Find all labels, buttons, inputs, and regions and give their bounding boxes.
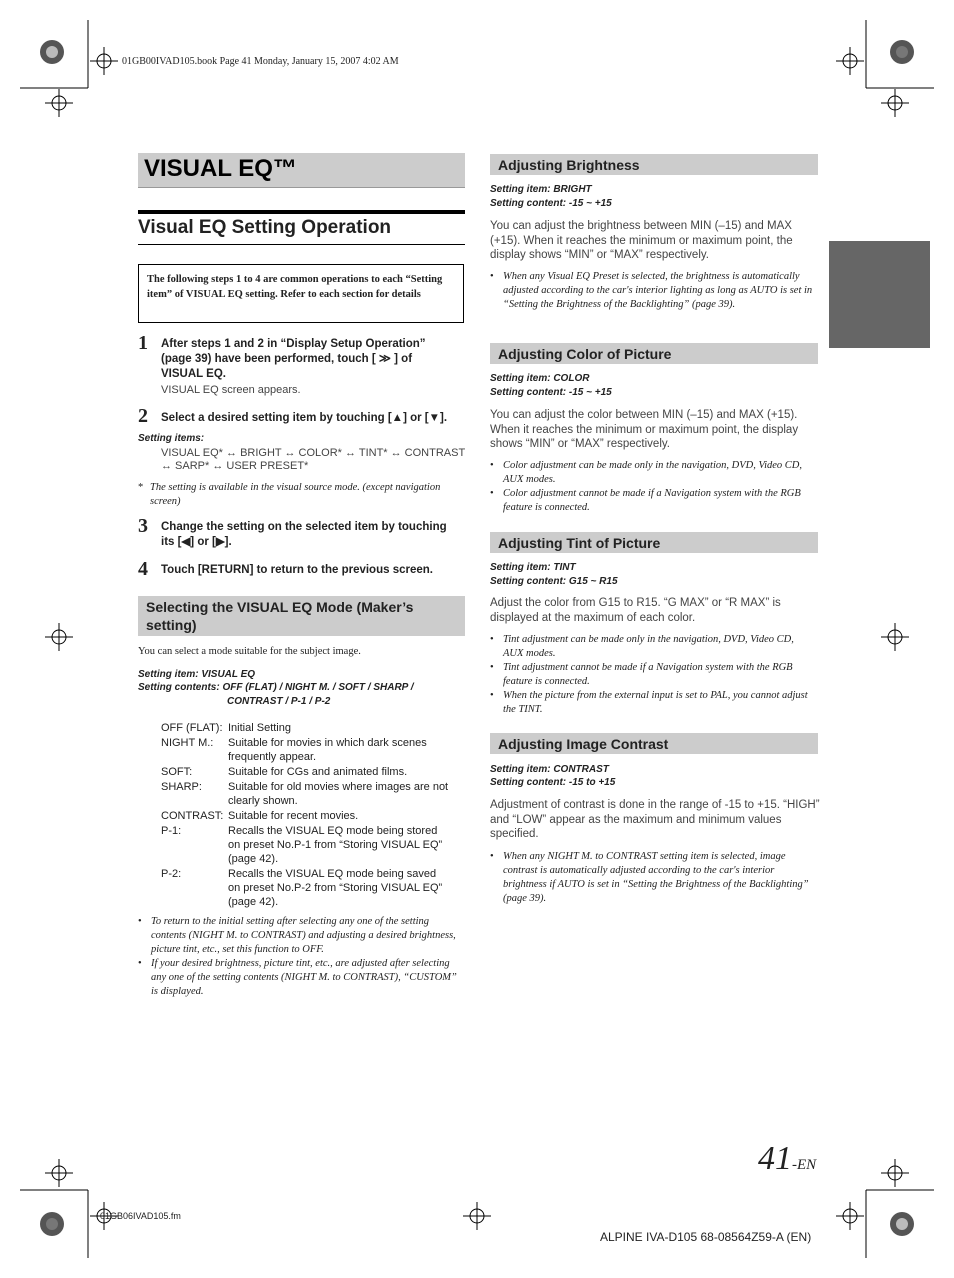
section-title: Visual EQ Setting Operation bbox=[138, 210, 465, 245]
star-target-icon bbox=[890, 1212, 914, 1236]
table-row: CONTRAST: Suitable for recent movies. bbox=[161, 810, 359, 822]
crosshair-icon bbox=[45, 623, 73, 651]
list-item: • Tint adjustment can be made only in the navigation, DVD, Video CD, AUX modes. bbox=[490, 633, 816, 661]
mode-intro: You can select a mode suitable for the subject image. bbox=[138, 646, 361, 657]
step-subtext: VISUAL EQ screen appears. bbox=[161, 384, 301, 396]
step-number: 2 bbox=[138, 405, 148, 427]
setting-items-line: VISUAL EQ* ↔ BRIGHT ↔ COLOR* ↔ TINT* ↔ CONTRAST bbox=[161, 447, 466, 459]
step-number: 1 bbox=[138, 332, 148, 354]
crosshair-icon bbox=[836, 47, 864, 75]
table-row: SOFT: Suitable for CGs and animated films. bbox=[161, 766, 408, 778]
list-item: • To return to the initial setting after selecting any one of the setting contents (NIGHT M. to CONTRAST) and adjusting a desired brightness, picture tint, etc., set this function to OFF. bbox=[138, 915, 464, 957]
setting-content: Setting content: -15 ~ +15 bbox=[490, 387, 612, 398]
mode-notes bbox=[138, 915, 464, 999]
list-item: • Tint adjustment cannot be made if a Navigation system with the RGB feature is connected. bbox=[490, 661, 816, 689]
brightness-title: Adjusting Brightness bbox=[490, 154, 818, 175]
setting-items-label: Setting items: bbox=[138, 433, 205, 444]
color-body: You can adjust the color between MIN (–15) and MAX (+15). When it reaches the minimum or maximum point, the display shows “MIN” or “MAX” respectively. bbox=[490, 409, 799, 450]
setting-item: Setting item: BRIGHT bbox=[490, 184, 592, 195]
brightness-body: You can adjust the brightness between MIN (–15) and MAX (+15). When it reaches the minimum or maximum point, the display shows “MIN” or “MAX” respectively. bbox=[490, 220, 793, 261]
step-number: 4 bbox=[138, 558, 148, 580]
star-target-icon bbox=[40, 40, 64, 64]
note-box: The following steps 1 to 4 are common operations to each “Setting item” of VISUAL EQ setting. Refer to each section for details bbox=[138, 264, 464, 323]
setting-item: Setting item: COLOR bbox=[490, 373, 590, 384]
list-item: • Color adjustment can be made only in the navigation, DVD, Video CD, AUX modes. bbox=[490, 459, 816, 487]
crosshair-icon bbox=[45, 1159, 73, 1187]
contrast-title: Adjusting Image Contrast bbox=[490, 733, 818, 754]
crosshair-icon bbox=[881, 1159, 909, 1187]
crosshair-icon bbox=[45, 89, 73, 117]
step-text: After steps 1 and 2 in “Display Setup Operation” (page 39) have been performed, touch [ ≫ ] of VISUAL EQ. bbox=[161, 338, 426, 380]
setting-contents: Setting contents: OFF (FLAT) / NIGHT M. / SOFT / SHARP / bbox=[138, 682, 414, 693]
table-row: P-2: Recalls the VISUAL EQ mode being saved on preset No.P-2 from “Storing VISUAL EQ” (page 42). bbox=[161, 868, 443, 908]
list-item: • Color adjustment cannot be made if a Navigation system with the RGB feature is connected. bbox=[490, 487, 816, 515]
contrast-body: Adjustment of contrast is done in the range of -15 to +15. “HIGH” and “LOW” appear as the maximum and minimum values specified. bbox=[490, 799, 820, 840]
contrast-notes bbox=[490, 850, 816, 906]
table-row: P-1: Recalls the VISUAL EQ mode being stored on preset No.P-1 from “Storing VISUAL EQ” (page 42). bbox=[161, 825, 443, 865]
list-item: • When the picture from the external input is set to PAL, you cannot adjust the TINT. bbox=[490, 689, 816, 717]
setting-contents: CONTRAST / P-1 / P-2 bbox=[227, 696, 331, 707]
side-tab bbox=[829, 241, 930, 348]
tint-body: Adjust the color from G15 to R15. “G MAX” or “R MAX” is displayed at the maximum of each color. bbox=[490, 597, 781, 624]
page-suffix: -EN bbox=[792, 1157, 817, 1173]
setting-items-line: ↔ SARP* ↔ USER PRESET* bbox=[161, 460, 309, 472]
table-row: NIGHT M.: Suitable for movies in which dark scenes frequently appear. bbox=[161, 737, 427, 763]
tint-notes bbox=[490, 633, 816, 717]
crosshair-icon bbox=[881, 623, 909, 651]
asterisk-note: * The setting is available in the visual source mode. (except navigation screen) bbox=[138, 482, 441, 507]
step-number: 3 bbox=[138, 515, 148, 537]
footer-model: ALPINE IVA-D105 68-08564Z59-A (EN) bbox=[600, 1230, 812, 1244]
table-row: OFF (FLAT): Initial Setting bbox=[161, 722, 291, 734]
list-item: • When any Visual EQ Preset is selected, the brightness is automatically adjusted according to the car's interior lighting as long as AUTO is set in “Setting the Brightness of the Backlighting” (page 39). bbox=[490, 270, 816, 312]
star-target-icon bbox=[890, 40, 914, 64]
setting-item: Setting item: VISUAL EQ bbox=[138, 669, 256, 680]
table-row: SHARP: Suitable for old movies where images are not clearly shown. bbox=[161, 781, 449, 807]
star-target-icon bbox=[40, 1212, 64, 1236]
file-info-header: 01GB00IVAD105.book Page 41 Monday, January 15, 2007 4:02 AM bbox=[122, 56, 399, 67]
setting-content: Setting content: G15 ~ R15 bbox=[490, 576, 618, 587]
page-title: VISUAL EQ™ bbox=[144, 155, 297, 182]
crosshair-icon bbox=[90, 47, 118, 75]
step-text: Select a desired setting item by touching [▲] or [▼]. bbox=[161, 412, 448, 424]
step-text: Change the setting on the selected item by touching its [◀] or [▶]. bbox=[161, 521, 447, 548]
list-item: • If your desired brightness, picture tint, etc., are adjusted after selecting any one of the setting contents (NIGHT M. to CONTRAST), “CUSTOM” is displayed. bbox=[138, 957, 464, 999]
mode-table bbox=[161, 721, 451, 910]
crosshair-icon bbox=[881, 89, 909, 117]
setting-content: Setting content: -15 to +15 bbox=[490, 777, 616, 788]
page-number: 41-EN bbox=[758, 1140, 817, 1177]
list-item: • When any NIGHT M. to CONTRAST setting item is selected, image contrast is automatically adjusted according to the car's interior brightness if AUTO is set in “Setting the Brightness of the Backlighting” (page 39). bbox=[490, 850, 816, 906]
setting-content: Setting content: -15 ~ +15 bbox=[490, 198, 612, 209]
mode-section-title: Selecting the VISUAL EQ Mode (Maker’s setting) bbox=[138, 596, 465, 636]
step-text: Touch [RETURN] to return to the previous screen. bbox=[161, 564, 433, 576]
color-notes bbox=[490, 459, 816, 515]
setting-item: Setting item: TINT bbox=[490, 562, 576, 573]
color-title: Adjusting Color of Picture bbox=[490, 343, 818, 364]
footer-file: 01GB06IVAD105.fm bbox=[100, 1211, 181, 1221]
crosshair-icon bbox=[836, 1202, 864, 1230]
brightness-notes bbox=[490, 270, 816, 312]
tint-title: Adjusting Tint of Picture bbox=[490, 532, 818, 553]
page-title-bar bbox=[138, 153, 465, 188]
crosshair-icon bbox=[463, 1202, 491, 1230]
setting-item: Setting item: CONTRAST bbox=[490, 764, 609, 775]
